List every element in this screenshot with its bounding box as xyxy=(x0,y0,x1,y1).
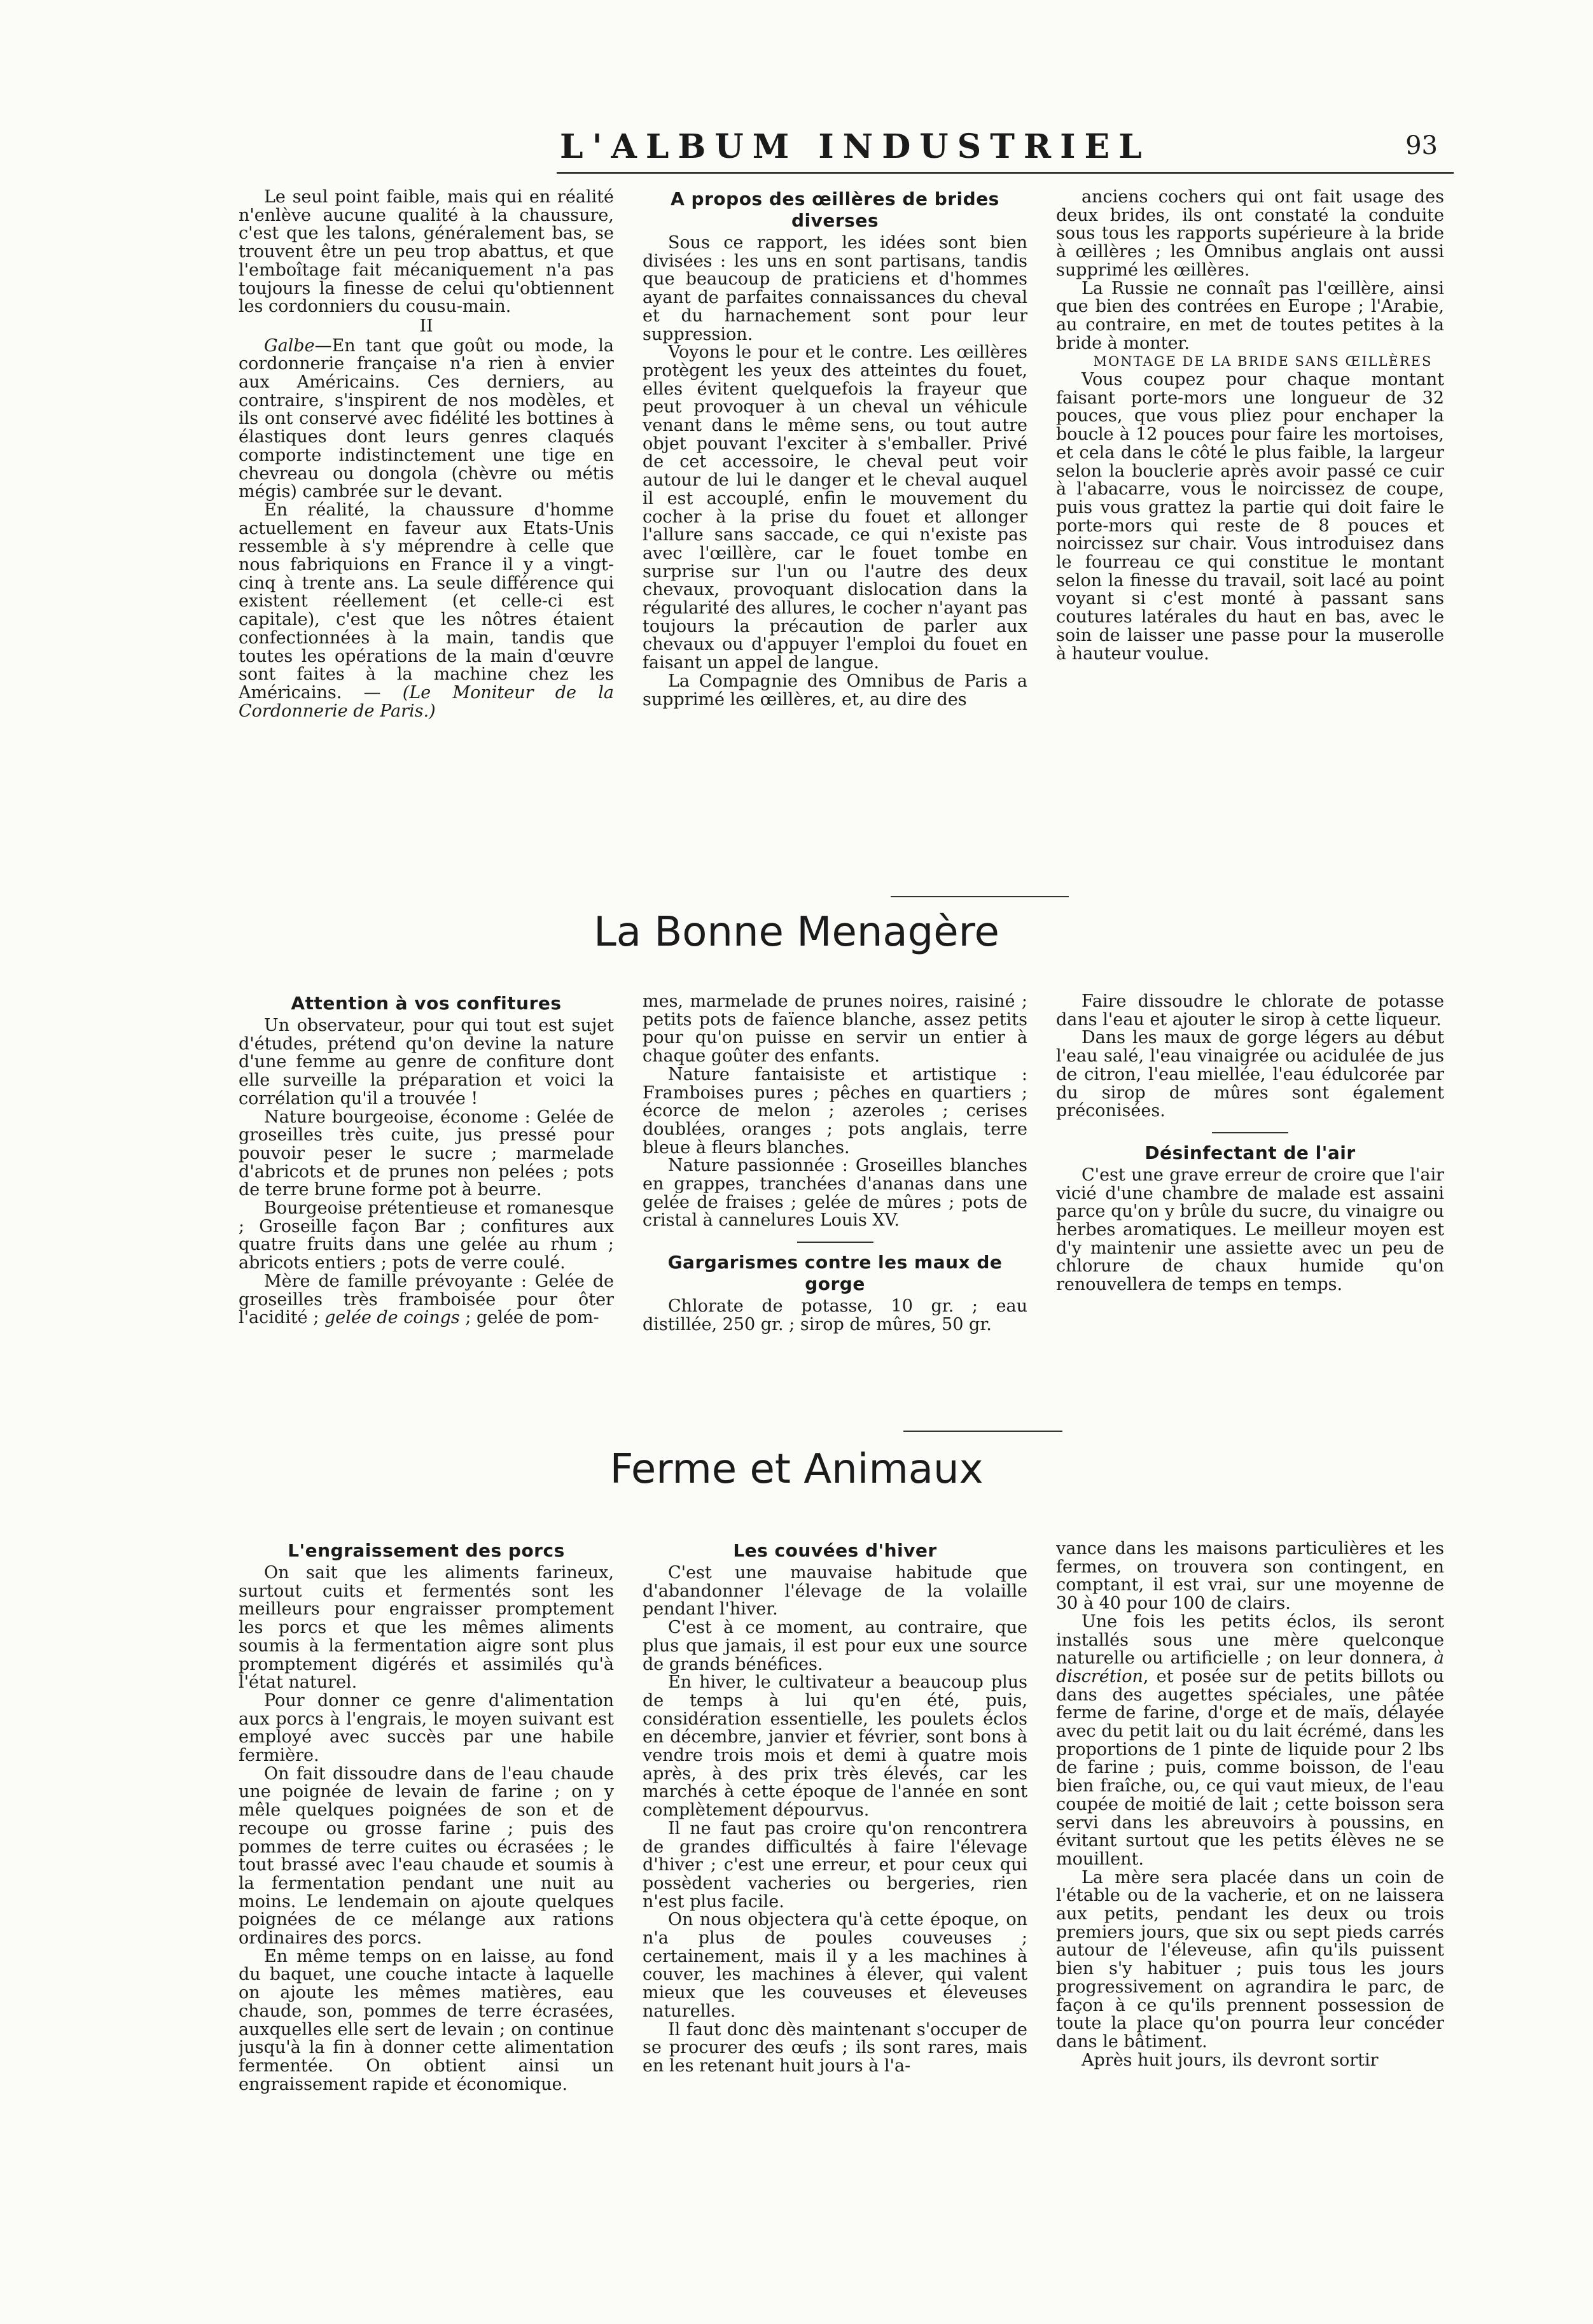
paragraph: Dans les maux de gorge légers au début l'eau salé, l'eau vinaigrée ou acidulée de jus de citron, l'eau miellée, l'eau édulcorée par du sirop de mûres sont également préconisées. xyxy=(1056,1028,1444,1121)
section-numeral: II xyxy=(419,316,433,336)
menagere-column-3 xyxy=(1056,993,1444,1425)
paragraph: Mère de famille prévoyante : Gelée de groseilles très framboisée pour ôter l'acidité ; gelée de coings ; gelée de pom- xyxy=(239,1271,614,1328)
running-head xyxy=(242,127,1450,172)
page-number: 93 xyxy=(1405,131,1438,160)
paragraph: Nature fantaisiste et artistique : Framboises pures ; pêches en quartiers ; écorce de melon ; azeroles ; cerises doublées, oranges ; pots anglais, terre bleue à fleurs blanches. xyxy=(643,1064,1027,1158)
paragraph: Nature passionnée : Groseilles blanches en grappes, tranchées d'ananas dans une gelée de fraises ; gelée de mûres ; pots de cristal à cannelures Louis XV. xyxy=(643,1156,1027,1231)
paragraph: C'est à ce moment, au contraire, que plus que jamais, il est pour eux une source de grands bénéfices. xyxy=(643,1618,1027,1674)
paragraph: Nature bourgeoise, économe : Gelée de groseilles très cuite, jus pressé pour pouvoir peser le sucre ; marmelade d'abricots et de prunes non pelées ; pots de terre brune forme pot à beurre. xyxy=(239,1107,614,1200)
section-title-ferme-animaux: Ferme et Animaux xyxy=(609,1446,984,1493)
paragraph: Chlorate de potasse, 10 gr. ; eau distillée, 250 gr. ; sirop de mûres, 50 gr. xyxy=(643,1296,1027,1334)
paragraph: Voyons le pour et le contre. Les œillères protègent les yeux des atteintes du fouet, elles évitent quelquefois la frayeur que peut provoquer à un cheval un véhicule venant dans le même sens, ou tout autre objet pouvant l'exciter à s'emballer. Privé de cet accessoire, le cheval peut voir autour de lui le danger et le cheval auquel il est accouplé, enfin le mouvement du cocher à la prise du fouet et allonger l'allure sans saccade, ce qui n'existe pas avec l'œillère, car le fouet tombe en surprise sur l'un ou l'autre des deux chevaux, provoquant dislocation dans la régularité des allures, le cocher n'ayant pas toujours la précaution de parler aux chevaux ou d'appuyer l'emploi du fouet en faisant un appel de langue. xyxy=(643,342,1027,673)
paragraph: On sait que les aliments farineux, surtout cuits et fermentés sont les meilleurs pour engraisser promptement les porcs et que les mêmes aliments soumis à la fermentation aigre sont plus promptement digérés et assimilés qu'à l'état naturel. xyxy=(239,1563,614,1693)
paragraph: vance dans les maisons particulières et les fermes, on trouvera son contingent, en comptant, il est vrai, sur une moyenne de 30 à 40 pour 100 de clairs. xyxy=(1056,1540,1444,1614)
paragraph: anciens cochers qui ont fait usage des deux brides, ils ont constaté la conduite sous tous les rapports supérieure à la bride à œillères ; les Omnibus anglais ont aussi supprimé les œillères. xyxy=(1056,188,1444,280)
divider xyxy=(1212,1132,1288,1133)
menagere-column-1 xyxy=(239,993,614,1425)
article-heading: Désinfectant de l'air xyxy=(1144,1142,1356,1163)
paragraph: Galbe—En tant que goût ou mode, la cordonnerie française n'a rien à envier aux Américains. Ces derniers, au contraire, s'inspirent de nos modèles, et ils ont conservé avec fidélité les bottines à élastiques dont leurs genres claqués comporte indistinctement une tige en chevreau ou dongola (chèvre ou métis mégis) cambrée sur le devant. xyxy=(239,335,614,502)
source-citation: (Le Moniteur de la Cordonnerie de Paris.) xyxy=(239,682,614,721)
article-heading: Gargarismes contre les maux de gorge xyxy=(667,1252,1003,1295)
paragraph: Vous coupez pour chaque montant faisant porte-mors une longueur de 32 pouces, que vous pliez pour enchaper la boucle à 12 pouces pour faire les mortoises, et cela dans le côté le plus faible, la largeur selon la bouclerie après avoir passé ce cuir à l'abacarre, vous le noircissez de coupe, puis vous grattez la partie qui doit faire le porte-mors qui reste de 8 pouces et noircissez sur chair. Vous introduisez dans le fourreau ce qui constitue le montant selon la finesse du travail, soit lacé au point voyant si c'est monté à passant sans coutures latérales du haut en bas, avec le soin de laisser une passe pour la muserolle à hauteur voulue. xyxy=(1056,370,1444,664)
section-divider xyxy=(891,896,1069,897)
article-heading: Attention à vos confitures xyxy=(291,993,562,1014)
article-heading: Les couvées d'hiver xyxy=(733,1540,937,1561)
section-divider xyxy=(903,1431,1062,1432)
article-heading: A propos des œillères de brides diverses xyxy=(671,188,999,231)
paragraph: Sous ce rapport, les idées sont bien divisées : les uns en sont partisans, tandis que beaucoup de praticiens et d'hommes ayant de parfaites connaissances du cheval et du harnachement sont pour leur suppression. xyxy=(643,233,1027,344)
article-heading: L'engraissement des porcs xyxy=(288,1540,565,1561)
paragraph: Il ne faut pas croire qu'on rencontrera de grandes difficultés à faire l'élevage d'hiver ; c'est une erreur, et pour ceux qui possèdent vacheries ou bergeries, rien n'est plus facile. xyxy=(643,1818,1027,1912)
paragraph: Après huit jours, ils devront sortir xyxy=(1082,2050,1379,2070)
paragraph: C'est une mauvaise habitude que d'abandonner l'élevage de la volaille pendant l'hiver. xyxy=(643,1563,1027,1620)
paragraph: On nous objectera qu'à cette époque, on n'a plus de poules couveuses ; certainement, mais il y a les machines à couver, les machines à élever, qui valent mieux que les couveuses et éleveuses naturelles. xyxy=(643,1910,1027,2021)
ferme-column-2 xyxy=(643,1540,1027,2291)
paragraph: Il faut donc dès maintenant s'occuper de se procurer des œufs ; ils sont rares, mais en les retenant huit jours à l'a- xyxy=(643,2019,1027,2076)
top-column-2 xyxy=(643,188,1027,888)
paragraph: Bourgeoise prétentieuse et romanesque ; Groseille façon Bar ; confitures aux quatre fruits dans une gelée au rhum ; abricots entiers ; pots de verre coulé. xyxy=(239,1198,614,1273)
menagere-column-2 xyxy=(643,993,1027,1425)
paragraph: En hiver, le cultivateur a beaucoup plus de temps à lui qu'en été, puis, considération essentielle, les poulets éclos en décembre, janvier et février, sont bons à vendre trois mois et demi à quatre mois après, à des prix très élevés, car les marchés à cette époque de l'année en sont complètement dépourvus. xyxy=(643,1672,1027,1821)
paragraph: La Compagnie des Omnibus de Paris a supprimé les œillères, et, au dire des xyxy=(643,671,1027,710)
paragraph: Un observateur, pour qui tout est sujet d'études, prétend qu'on devine la nature d'une femme au genre de confiture dont elle surveille la préparation et voici la corrélation qu'il a trouvée ! xyxy=(239,1016,614,1109)
paragraph: En réalité, la chaussure d'homme actuellement en faveur aux Etats-Unis ressemble à s'y méprendre à celle que nous fabriquions en France il y a vingt-cinq à trente ans. La seule différence qui existent réellement (et celle-ci est capitale), c'est que les nôtres étaient confectionnées à la main, tandis que toutes les opérations de la main d'œuvre sont faites à la machine chez les Américains. — (Le Moniteur de la Cordonnerie de Paris.) xyxy=(239,500,614,721)
sub-heading: MONTAGE DE LA BRIDE SANS ŒILLÈRES xyxy=(1093,354,1433,370)
ferme-column-3 xyxy=(1056,1540,1444,2291)
paragraph: Faire dissoudre le chlorate de potasse dans l'eau et ajouter le sirop à cette liqueur. xyxy=(1056,993,1444,1030)
header-rule xyxy=(557,172,1454,174)
paragraph: On fait dissoudre dans de l'eau chaude une poignée de levain de farine ; on y mêle quelques poignées de son et de recoupe ou grosse farine ; puis des pommes de terre cuites ou écrasées ; le tout brassé avec l'eau chaude et soumis à la fermentation pendant une nuit au moins. Le lendemain on ajoute quelques poignées de ce mélange aux rations ordinaires des porcs. xyxy=(239,1763,614,1949)
paragraph: En même temps on en laisse, au fond du baquet, une couche intacte à laquelle on ajoute les mêmes matières, eau chaude, son, pommes de terre écrasées, auxquelles elle sert de levain ; on continue jusqu'à la fin à donner cette alimentation fermentée. On obtient ainsi un engraissement rapide et économique. xyxy=(239,1946,614,2094)
paragraph: Le seul point faible, mais qui en réalité n'enlève aucune qualité à la chaussure, c'est que les talons, généralement bas, se trouvent être un peu trop abattus, et que l'emboîtage fait mécaniquement n'a pas toujours la finesse de celui qu'obtiennent les cordonniers du cousu-main. xyxy=(239,188,614,317)
ferme-column-1 xyxy=(239,1540,614,2291)
divider xyxy=(797,1242,873,1243)
paragraph: La Russie ne connaît pas l'œillère, ainsi que bien des contrées en Europe ; l'Arabie, au contraire, en met de toutes petites à la bride à monter. xyxy=(1056,278,1444,353)
paragraph: Une fois les petits éclos, ils seront installés sous une mère quelconque naturelle ou artificielle ; on leur donnera, à discrétion, et posée sur de petits billots ou dans des augettes spéciales, une pâtée ferme de farine, d'orge et de maïs, délayée avec du petit lait ou du lait écrémé, dans les proportions de 1 pinte de liquide pour 2 lbs de farine ; puis, comme boisson, de l'eau bien fraîche, ou, ce qui vaut mieux, de l'eau coupée de moitié de lait ; cette boisson sera servi dans les abreuvoirs à poussins, en évitant surtout que les petits élèves ne se mouillent. xyxy=(1056,1611,1444,1869)
top-column-3 xyxy=(1056,188,1444,888)
paragraph: Pour donner ce genre d'alimentation aux porcs à l'engrais, le moyen suivant est employé avec succès par une habile fermière. xyxy=(239,1690,614,1766)
paragraph: C'est une grave erreur de croire que l'air vicié d'une chambre de malade est assaini parce qu'on y brûle du sucre, du vinaigre ou herbes aromatiques. Le meilleur moyen est d'y maintenir une assiette avec un peu de chlorure de chaux humide qu'on renouvellera de temps en temps. xyxy=(1056,1165,1444,1295)
paragraph: La mère sera placée dans un coin de l'étable ou de la vacherie, et on ne laissera aux petits, pendant les deux ou trois premiers jours, que six ou sept pieds carrés autour de l'éleveuse, afin qu'ils puissent bien s'y habituer ; puis tous les jours progressivement on agrandira le parc, de façon à ce qu'ils prennent possession de toute la place qu'on pourra leur concéder dans le bâtiment. xyxy=(1056,1867,1444,2052)
journal-title: L'ALBUM INDUSTRIEL xyxy=(560,127,1151,166)
inline-label: Galbe xyxy=(264,335,315,356)
paragraph: mes, marmelade de prunes noires, raisiné ; petits pots de faïence blanche, assez petits pour qu'on puisse en servir un entier à chaque goûter des enfants. xyxy=(643,993,1027,1067)
top-column-1 xyxy=(239,188,614,888)
section-title-bonne-menagere: La Bonne Menagère xyxy=(594,909,999,956)
